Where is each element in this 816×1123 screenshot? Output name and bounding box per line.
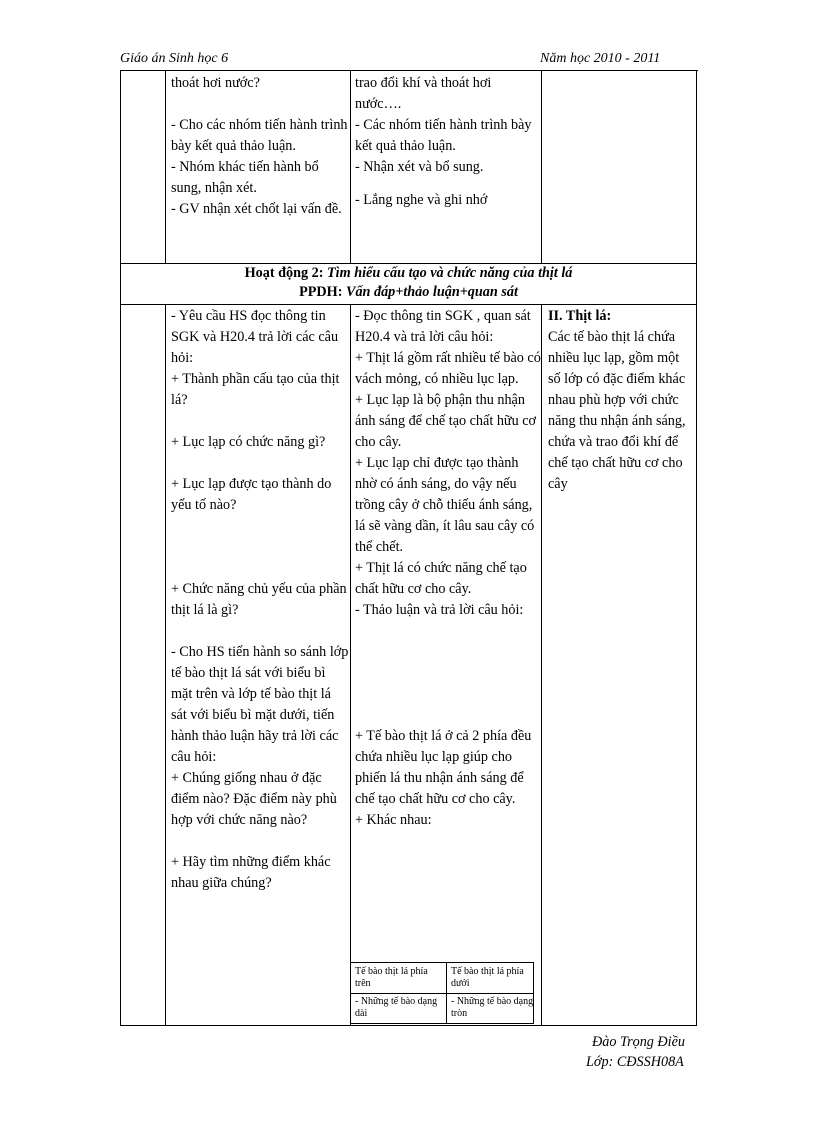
- column-divider: [541, 71, 542, 263]
- student-item: - Đọc thông tin SGK , quan sát H20.4 và trả lời câu hỏi:: [355, 308, 531, 345]
- student-item: - Thảo luận và trả lời câu hỏi:: [355, 602, 524, 618]
- student-item: + Thịt lá có chức năng chế tạo chất hữu cơ cho cây.: [355, 560, 527, 597]
- teacher-text: - Cho các nhóm tiến hành trình bày kết quả thảo luận.: [171, 117, 348, 154]
- teacher-item: + Chức năng chủ yếu của phần thịt lá là gì?: [171, 581, 347, 618]
- comparison-table: [350, 962, 534, 1024]
- teacher-text: - GV nhận xét chốt lại vấn đề.: [171, 201, 342, 217]
- teacher-item: + Thành phần cấu tạo của thịt lá?: [171, 371, 340, 408]
- lesson-table: [120, 71, 697, 1026]
- column-divider: [350, 304, 351, 1026]
- teacher-item: + Hãy tìm những điểm khác nhau giữa chúng?: [171, 854, 331, 891]
- student-item: + Tế bào thịt lá ở cả 2 phía đều chứa nhiều lục lạp giúp cho phiến lá thu nhận ánh sáng để chế tạo chất hữu cơ cho cây.: [355, 728, 532, 807]
- header-school-year: Năm học 2010 - 2011: [540, 51, 661, 66]
- comparison-header-upper: Tế bào thịt lá phía trên: [355, 966, 428, 989]
- teacher-item: + Lục lạp có chức năng gì?: [171, 434, 326, 450]
- comparison-cell-lower: - Những tế bào dạng tròn: [451, 996, 534, 1019]
- activity-title: Hoạt động 2: Tìm hiểu cấu tạo và chức năng của thịt lá: [244, 265, 573, 281]
- teacher-cell-top: [171, 73, 349, 220]
- teacher-activities: [171, 306, 349, 894]
- student-item: + Khác nhau:: [355, 812, 432, 828]
- teacher-item: - Yêu cầu HS đọc thông tin SGK và H20.4 trả lời các câu hỏi:: [171, 308, 339, 366]
- student-text: - Nhận xét và bổ sung.: [355, 159, 484, 175]
- author-class: Lớp: CĐSSH08A: [586, 1054, 684, 1070]
- comparison-divider: [351, 993, 533, 994]
- comparison-header-lower: Tế bào thịt lá phía dưới: [451, 966, 524, 989]
- column-divider: [165, 71, 166, 263]
- student-text: - Lắng nghe và ghi nhớ: [355, 192, 488, 208]
- teacher-text: - Nhóm khác tiến hành bổ sung, nhận xét.: [171, 159, 319, 196]
- teacher-item: - Cho HS tiến hành so sánh lớp tế bào thịt lá sát với biểu bì mặt trên và lớp tế bào thịt lá sát với biểu bì mặt dưới, tiến hành thảo luận hãy trả lời các câu hỏi:: [171, 644, 349, 765]
- student-text: trao đổi khí và thoát hơi nước….: [355, 75, 492, 112]
- author-name: Đào Trọng Điều: [592, 1034, 686, 1050]
- column-divider: [541, 304, 542, 1026]
- section-heading: II. Thịt lá:: [548, 308, 612, 324]
- student-item: + Lục lạp là bộ phận thu nhận ánh sáng để chế tạo chất hữu cơ cho cây.: [355, 392, 537, 450]
- student-cell-top: [355, 73, 541, 211]
- comparison-cell-upper: - Những tế bào dạng dài: [355, 996, 438, 1019]
- teacher-item: + Lục lạp được tạo thành do yếu tố nào?: [171, 476, 332, 513]
- student-activities: [355, 306, 541, 831]
- teacher-item: + Chúng giống nhau ở đặc điểm nào? Đặc điểm này phù hợp với chức năng nào?: [171, 770, 337, 828]
- activity-heading: [121, 264, 696, 302]
- teacher-text: thoát hơi nước?: [171, 75, 260, 91]
- student-text: - Các nhóm tiến hành trình bày kết quả thảo luận.: [355, 117, 532, 154]
- row-divider: [121, 304, 696, 305]
- column-divider: [350, 71, 351, 263]
- column-divider: [165, 304, 166, 1026]
- student-item: + Lục lạp chỉ được tạo thành nhờ có ánh sáng, do vậy nếu trồng cây ở chỗ thiếu ánh sáng, lá sẽ vàng dần, ít lâu sau cây có thể chết.: [355, 455, 535, 555]
- content-column: [548, 306, 694, 495]
- student-item: + Thịt lá gồm rất nhiều tế bào có vách mỏng, có nhiều lục lạp.: [355, 350, 541, 387]
- section-body: Các tế bào thịt lá chứa nhiều lục lạp, gồm một số lớp có đặc điểm khác nhau phù hợp với chức năng thu nhận ánh sáng, chứa và trao đổi khí để chế tạo chất hữu cơ cho cây: [548, 329, 686, 492]
- header-subject: Giáo án Sinh học 6: [120, 51, 229, 66]
- activity-method: PPDH: Vấn đáp+thảo luận+quan sát: [299, 284, 518, 300]
